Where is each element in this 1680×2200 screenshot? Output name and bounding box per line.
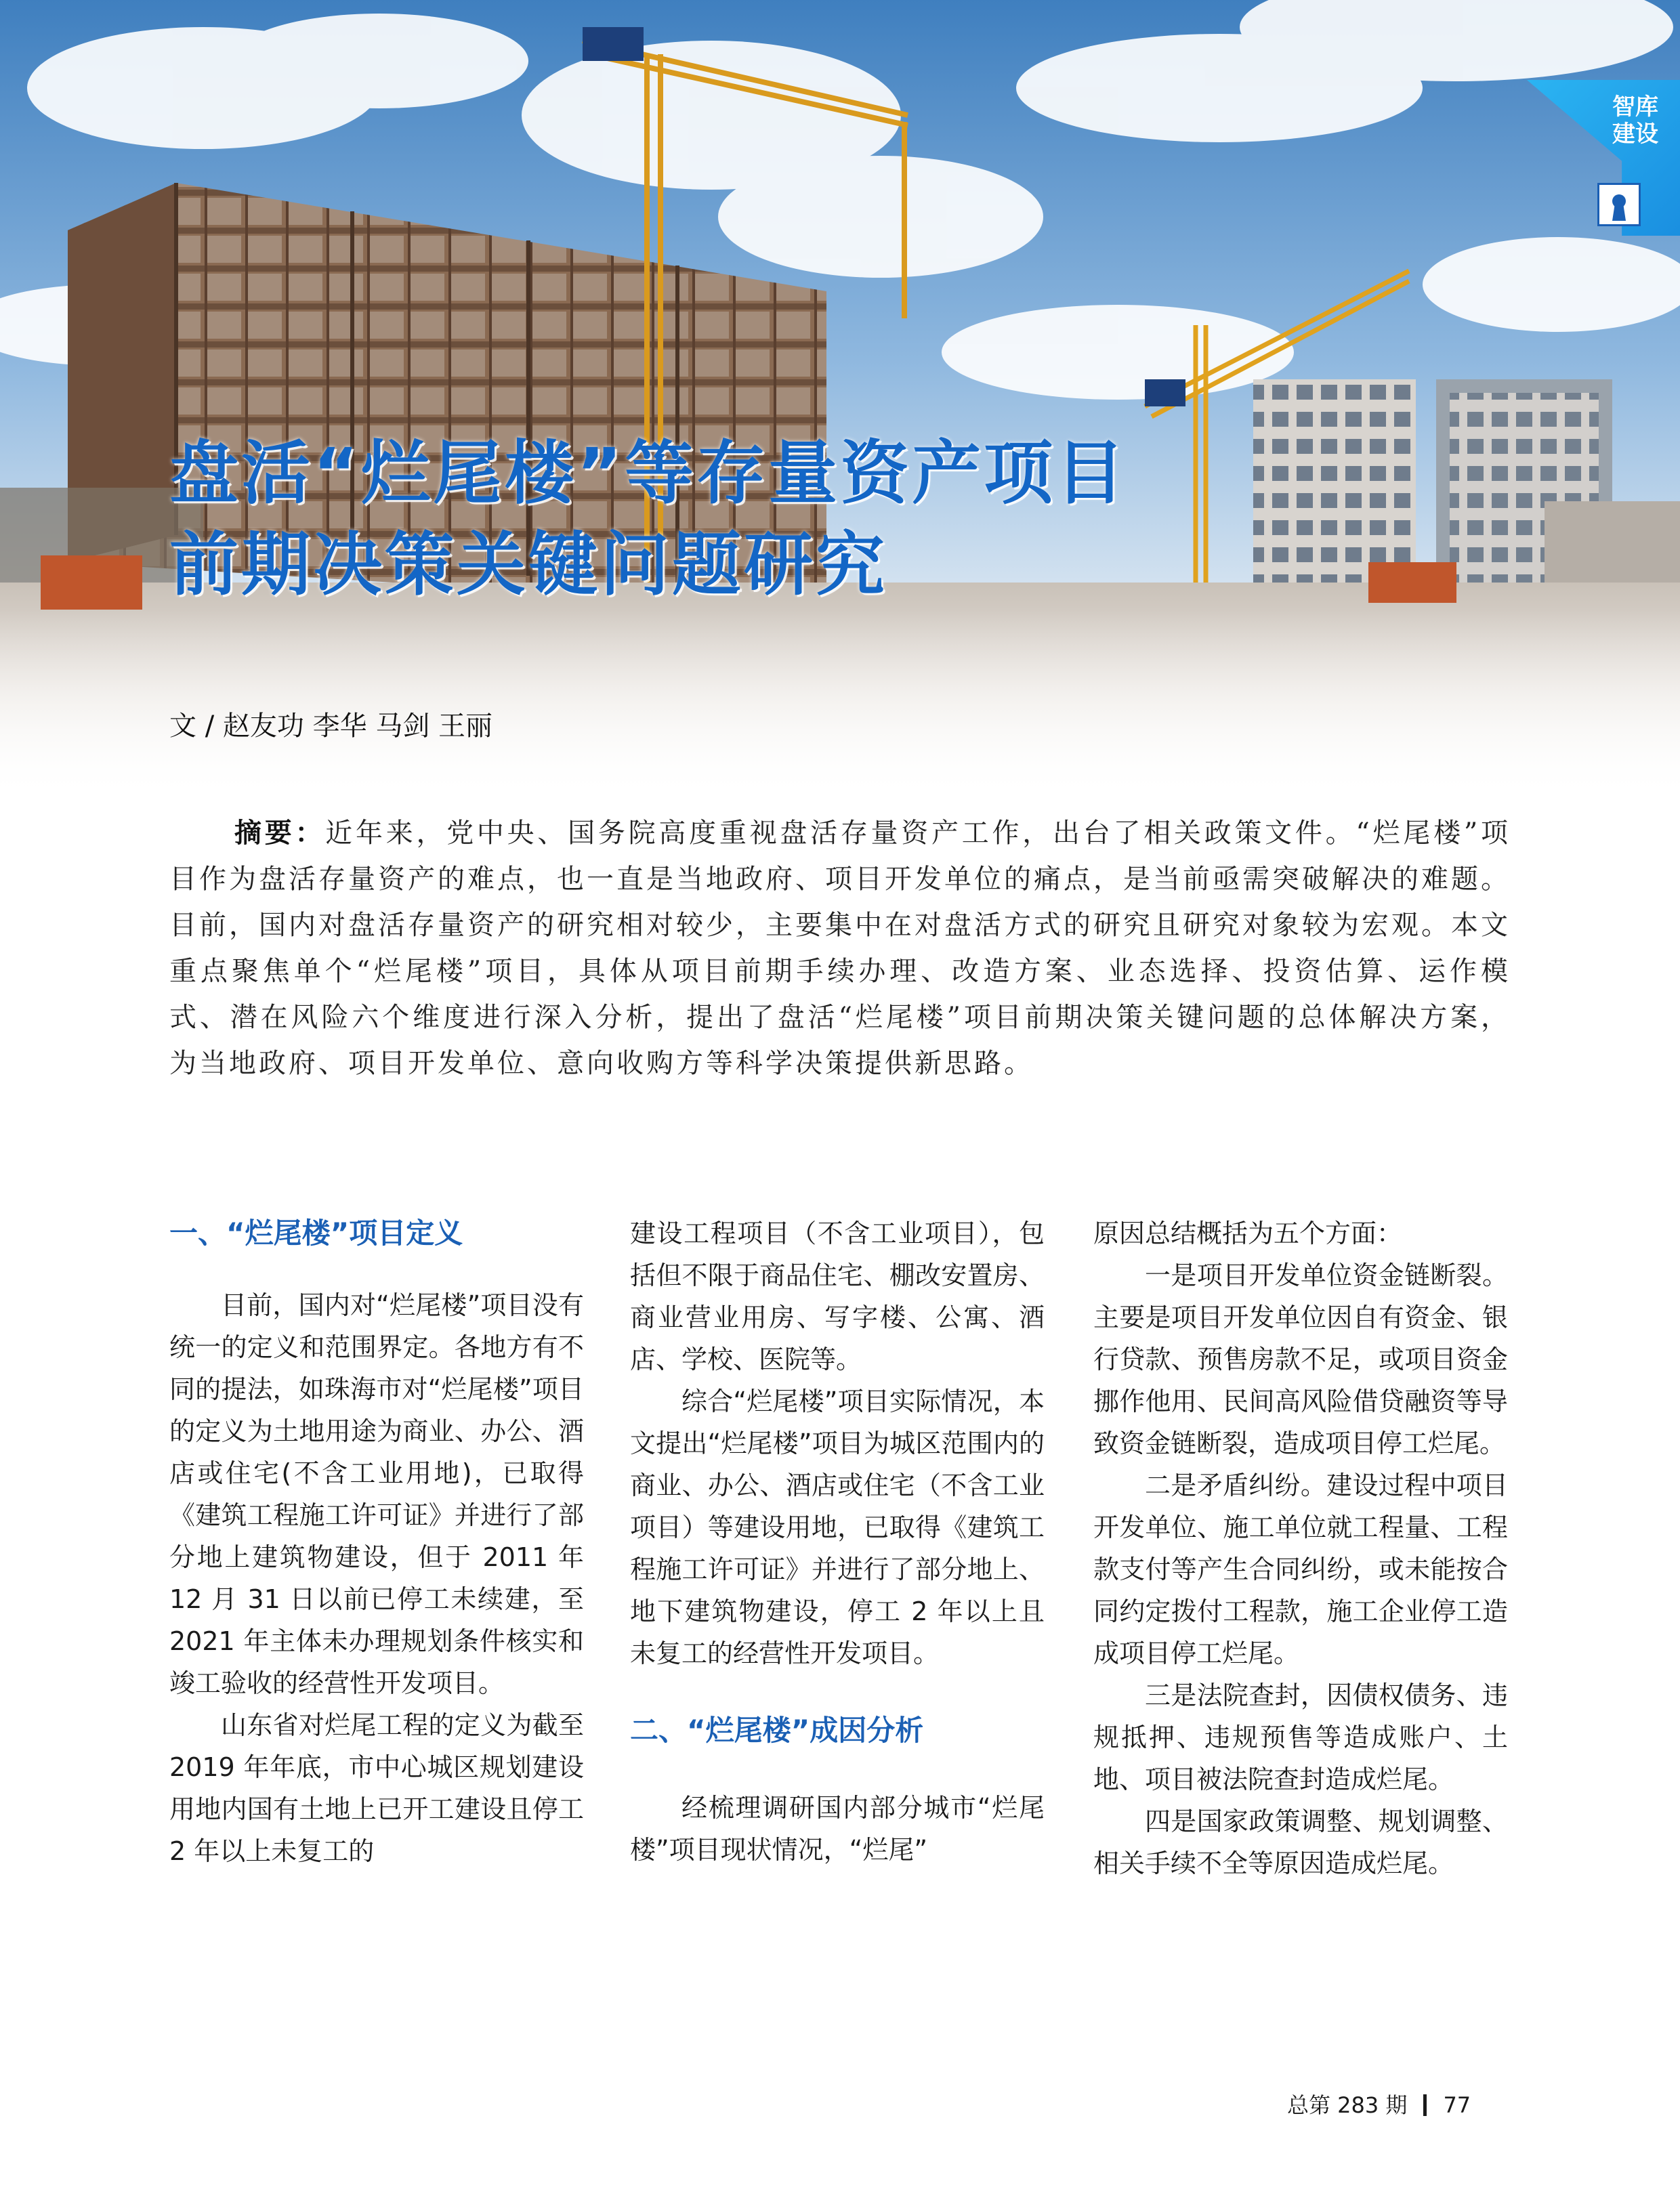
body-paragraph: 目前，国内对“烂尾楼”项目没有统一的定义和范围界定。各地方有不同的提法，如珠海市对“烂尾楼”项目的定义为土地用途为商业、办公、酒店或住宅(不含工业用地)，已取得《建筑工程施工许可证》并进行了部分地上建筑物建设，但于 2011 年 12 月 31 日以前已停工未续建，至 2021 年主体未办理规划条件核实和竣工验收的经营性开发项目。: [169, 1290, 584, 1698]
body-paragraph: 经梳理调研国内部分城市“烂尾楼”项目现状情况，“烂尾”: [630, 1793, 1045, 1865]
body-column-1: [169, 1212, 584, 1872]
body-paragraph: 原因总结概括为五个方面：: [1093, 1219, 1403, 1248]
article-title-line-2: 前期决策关键问题研究: [169, 525, 887, 606]
body-paragraph: 三是法院查封，因债权债务、违规抵押、违规预售等造成账户、土地、项目被法院查封造成烂尾。: [1093, 1680, 1508, 1794]
column-tag: [1527, 80, 1680, 236]
article-title-line-1: 盘活“烂尾楼”等存量资产项目: [169, 433, 1128, 514]
keyhole-logo-icon: [1597, 183, 1641, 226]
section-heading: 二、“烂尾楼”成因分析: [630, 1714, 924, 1747]
issue-number: 总第 283 期: [1287, 2092, 1408, 2118]
body-column-2: [630, 1212, 1045, 1871]
abstract-label: 摘要：: [234, 817, 326, 849]
author-byline: 文 / 赵友功 李华 马剑 王丽: [169, 711, 493, 742]
section-heading: 一、“烂尾楼”项目定义: [169, 1217, 463, 1250]
crane-counterweight: [583, 27, 644, 61]
abstract-text: 近年来，党中央、国务院高度重视盘活存量资产工作，出台了相关政策文件。“烂尾楼”项目作为盘活存量资产的难点，也一直是当地政府、项目开发单位的痛点，是当前亟需突破解决的难题。目前，国内对盘活存量资产的研究相对较少，主要集中在对盘活方式的研究且研究对象较为宏观。本文重点聚焦单个“烂尾楼”项目，具体从项目前期手续办理、改造方案、业态选择、投资估算、运作模式、潜在风险六个维度进行深入分析，提出了盘活“烂尾楼”项目前期决策关键问题的总体解决方案，为当地政府、项目开发单位、意向收购方等科学决策提供新思路。: [169, 818, 1511, 1079]
body-paragraph: 山东省对烂尾工程的定义为截至 2019 年年底，市中心城区规划建设用地内国有土地上已开工建设且停工 2 年以上未复工的: [169, 1710, 584, 1866]
body-column-3: [1093, 1212, 1508, 1884]
construction-site-illustration: [0, 0, 1680, 799]
page-footer: [1287, 2088, 1517, 2119]
body-paragraph: 二是矛盾纠纷。建设过程中项目开发单位、施工单位就工程量、工程款支付等产生合同纠纷，或未能按合同约定拨付工程款，施工企业停工造成项目停工烂尾。: [1093, 1471, 1508, 1668]
body-paragraph: 建设工程项目（不含工业项目），包括但不限于商品住宅、棚改安置房、商业营业用房、写字楼、公寓、酒店、学校、医院等。: [630, 1219, 1045, 1374]
column-tag-label: 智库 建设: [1612, 93, 1658, 148]
hero-image: [0, 0, 1680, 799]
body-paragraph: 综合“烂尾楼”项目实际情况，本文提出“烂尾楼”项目为城区范围内的商业、办公、酒店或住宅（不含工业项目）等建设用地，已取得《建筑工程施工许可证》并进行了部分地上、地下建筑物建设，停工 2 年以上且未复工的经营性开发项目。: [630, 1387, 1045, 1668]
page-number: 77: [1443, 2092, 1471, 2118]
abstract: [169, 810, 1511, 1086]
body-paragraph: 一是项目开发单位资金链断裂。主要是项目开发单位因自有资金、银行贷款、预售房款不足，或项目资金挪作他用、民间高风险借贷融资等导致资金链断裂，造成项目停工烂尾。: [1093, 1261, 1508, 1458]
footer-divider: [1423, 2094, 1427, 2116]
body-paragraph: 四是国家政策调整、规划调整、相关手续不全等原因造成烂尾。: [1093, 1806, 1508, 1878]
